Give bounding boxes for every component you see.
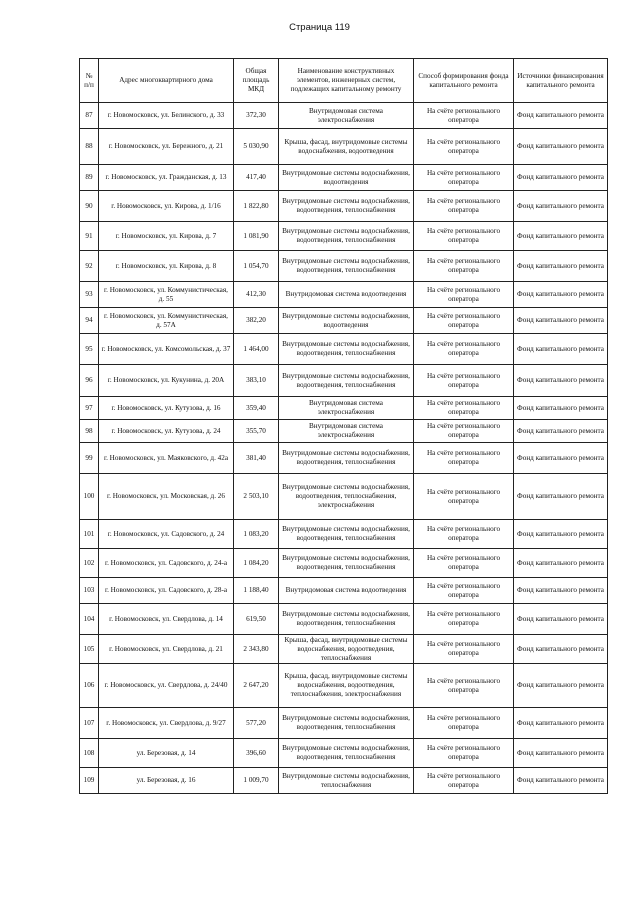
table-row [80, 251, 608, 282]
table-row [80, 397, 608, 420]
row-address: г. Новомосковск, ул. Кирова, д. 1/16 [99, 191, 234, 222]
row-area: 355,70 [234, 420, 279, 443]
row-works: Внутридомовые системы водоснабжения, водоотведения, теплоснабжения [279, 604, 414, 635]
row-number: 89 [80, 165, 99, 191]
row-funding-source: Фонд капитального ремонта [514, 520, 608, 549]
row-funding-source: Фонд капитального ремонта [514, 768, 608, 794]
row-address: г. Новомосковск, ул. Комсомольская, д. 37 [99, 334, 234, 365]
row-works: Внутридомовая система электроснабжения [279, 397, 414, 420]
row-works: Внутридомовые системы водоснабжения, теплоснабжения [279, 768, 414, 794]
column-header-address: Адрес многоквартирного дома [99, 59, 234, 103]
row-funding-source: Фонд капитального ремонта [514, 635, 608, 664]
row-area: 1 464,00 [234, 334, 279, 365]
row-number: 90 [80, 191, 99, 222]
column-header-area: Общая площадь МКД [234, 59, 279, 103]
row-funding-source: Фонд капитального ремонта [514, 129, 608, 165]
row-funding-method: На счёте регионального оператора [414, 604, 514, 635]
row-address: г. Новомосковск, ул. Свердлова, д. 24/40 [99, 664, 234, 708]
column-header-number: № п/п [80, 59, 99, 103]
row-number: 95 [80, 334, 99, 365]
row-funding-source: Фонд капитального ремонта [514, 191, 608, 222]
row-area: 359,40 [234, 397, 279, 420]
row-address: г. Новомосковск, ул. Кутузова, д. 16 [99, 397, 234, 420]
row-number: 107 [80, 708, 99, 739]
row-funding-source: Фонд капитального ремонта [514, 420, 608, 443]
row-area: 5 030,90 [234, 129, 279, 165]
table-header-row [80, 59, 608, 103]
row-area: 417,40 [234, 165, 279, 191]
row-works: Внутридомовые системы водоснабжения, водоотведения [279, 308, 414, 334]
row-funding-method: На счёте регионального оператора [414, 708, 514, 739]
table-row [80, 474, 608, 520]
row-works: Внутридомовые системы водоснабжения, водоотведения, теплоснабжения [279, 443, 414, 474]
row-works: Внутридомовые системы водоснабжения, водоотведения [279, 165, 414, 191]
table-row [80, 365, 608, 397]
table-row [80, 420, 608, 443]
row-number: 93 [80, 282, 99, 308]
row-address: г. Новомосковск, ул. Кирова, д. 8 [99, 251, 234, 282]
row-address: г. Новомосковск, ул. Маяковского, д. 42а [99, 443, 234, 474]
row-works: Внутридомовые системы водоснабжения, водоотведения, теплоснабжения [279, 549, 414, 578]
row-funding-source: Фонд капитального ремонта [514, 165, 608, 191]
row-funding-method: На счёте регионального оператора [414, 635, 514, 664]
row-funding-source: Фонд капитального ремонта [514, 708, 608, 739]
row-funding-source: Фонд капитального ремонта [514, 474, 608, 520]
row-address: г. Новомосковск, ул. Белинского, д. 33 [99, 103, 234, 129]
table-row [80, 708, 608, 739]
row-address: г. Новомосковск, ул. Свердлова, д. 9/27 [99, 708, 234, 739]
table-row [80, 308, 608, 334]
row-funding-source: Фонд капитального ремонта [514, 397, 608, 420]
row-area: 619,50 [234, 604, 279, 635]
row-works: Внутридомовые системы водоснабжения, водоотведения, теплоснабжения [279, 251, 414, 282]
row-works: Внутридомовая система электроснабжения [279, 420, 414, 443]
table-row [80, 578, 608, 604]
row-funding-method: На счёте регионального оператора [414, 474, 514, 520]
table-row [80, 443, 608, 474]
row-area: 1 054,70 [234, 251, 279, 282]
row-funding-method: На счёте регионального оператора [414, 251, 514, 282]
row-address: г. Новомосковск, ул. Бережного, д. 21 [99, 129, 234, 165]
row-funding-method: На счёте регионального оператора [414, 739, 514, 768]
row-funding-method: На счёте регионального оператора [414, 191, 514, 222]
row-funding-method: На счёте регионального оператора [414, 165, 514, 191]
row-address: г. Новомосковск, ул. Свердлова, д. 14 [99, 604, 234, 635]
row-number: 103 [80, 578, 99, 604]
row-area: 2 343,80 [234, 635, 279, 664]
table-row [80, 520, 608, 549]
row-address: г. Новомосковск, ул. Московская, д. 26 [99, 474, 234, 520]
table-row [80, 768, 608, 794]
table-row [80, 129, 608, 165]
row-address: г. Новомосковск, ул. Коммунистическая, д. 55 [99, 282, 234, 308]
row-number: 92 [80, 251, 99, 282]
row-number: 99 [80, 443, 99, 474]
table-row [80, 549, 608, 578]
row-funding-method: На счёте регионального оператора [414, 365, 514, 397]
row-number: 109 [80, 768, 99, 794]
row-funding-source: Фонд капитального ремонта [514, 578, 608, 604]
row-works: Внутридомовые системы водоснабжения, водоотведения, теплоснабжения [279, 334, 414, 365]
row-address: ул. Березовая, д. 16 [99, 768, 234, 794]
row-funding-method: На счёте регионального оператора [414, 443, 514, 474]
row-address: г. Новомосковск, ул. Садовского, д. 28-а [99, 578, 234, 604]
row-works: Внутридомовые системы водоснабжения, водоотведения, теплоснабжения [279, 520, 414, 549]
repair-program-table [79, 58, 608, 794]
row-address: г. Новомосковск, ул. Гражданская, д. 13 [99, 165, 234, 191]
row-funding-method: На счёте регионального оператора [414, 129, 514, 165]
table-row [80, 635, 608, 664]
row-area: 577,20 [234, 708, 279, 739]
row-funding-source: Фонд капитального ремонта [514, 549, 608, 578]
row-funding-method: На счёте регионального оператора [414, 549, 514, 578]
row-funding-method: На счёте регионального оператора [414, 420, 514, 443]
row-number: 104 [80, 604, 99, 635]
column-header-method: Способ формирования фонда капитального ремонта [414, 59, 514, 103]
row-number: 88 [80, 129, 99, 165]
row-number: 106 [80, 664, 99, 708]
table-row [80, 664, 608, 708]
row-funding-source: Фонд капитального ремонта [514, 308, 608, 334]
table-row [80, 739, 608, 768]
row-funding-source: Фонд капитального ремонта [514, 334, 608, 365]
row-number: 97 [80, 397, 99, 420]
row-works: Крыша, фасад, внутридомовые системы водоснабжения, водоотведения, теплоснабжения [279, 635, 414, 664]
row-funding-source: Фонд капитального ремонта [514, 739, 608, 768]
table-row [80, 222, 608, 251]
row-address: г. Новомосковск, ул. Садовского, д. 24 [99, 520, 234, 549]
page-header: Страница 119 [289, 22, 350, 33]
row-number: 108 [80, 739, 99, 768]
row-funding-method: На счёте регионального оператора [414, 222, 514, 251]
row-area: 396,60 [234, 739, 279, 768]
row-number: 91 [80, 222, 99, 251]
row-works: Внутридомовые системы водоснабжения, водоотведения, теплоснабжения [279, 708, 414, 739]
row-area: 1 083,20 [234, 520, 279, 549]
row-works: Внутридомовая система водоотведения [279, 578, 414, 604]
row-funding-method: На счёте регионального оператора [414, 282, 514, 308]
row-number: 98 [80, 420, 99, 443]
row-number: 94 [80, 308, 99, 334]
row-area: 2 503,10 [234, 474, 279, 520]
row-number: 105 [80, 635, 99, 664]
row-funding-method: На счёте регионального оператора [414, 768, 514, 794]
row-area: 2 647,20 [234, 664, 279, 708]
row-funding-method: На счёте регионального оператора [414, 578, 514, 604]
row-area: 381,40 [234, 443, 279, 474]
table-row [80, 191, 608, 222]
column-header-source: Источники финансирования капитального ремонта [514, 59, 608, 103]
row-works: Внутридомовые системы водоснабжения, водоотведения, теплоснабжения [279, 191, 414, 222]
row-address: г. Новомосковск, ул. Кукунина, д. 20А [99, 365, 234, 397]
row-works: Внутридомовые системы водоснабжения, водоотведения, теплоснабжения, электроснабжения [279, 474, 414, 520]
row-works: Крыша, фасад, внутридомовые системы водоснабжения, водоотведения, теплоснабжения, электроснабжения [279, 664, 414, 708]
row-works: Крыша, фасад, внутридомовые системы водоснабжения, водоотведения [279, 129, 414, 165]
row-area: 1 822,80 [234, 191, 279, 222]
row-works: Внутридомовые системы водоснабжения, водоотведения, теплоснабжения [279, 365, 414, 397]
row-funding-source: Фонд капитального ремонта [514, 604, 608, 635]
row-funding-source: Фонд капитального ремонта [514, 664, 608, 708]
row-address: г. Новомосковск, ул. Садовского, д. 24-а [99, 549, 234, 578]
row-address: г. Новомосковск, ул. Коммунистическая, д. 57А [99, 308, 234, 334]
row-funding-method: На счёте регионального оператора [414, 520, 514, 549]
row-address: г. Новомосковск, ул. Кирова, д. 7 [99, 222, 234, 251]
column-header-works: Наименование конструктивных элементов, инженерных систем, подлежащих капитальному ремонту [279, 59, 414, 103]
row-area: 372,30 [234, 103, 279, 129]
row-works: Внутридомовые системы водоснабжения, водоотведения, теплоснабжения [279, 222, 414, 251]
row-works: Внутридомовая система водоотведения [279, 282, 414, 308]
row-area: 382,20 [234, 308, 279, 334]
row-number: 100 [80, 474, 99, 520]
row-funding-source: Фонд капитального ремонта [514, 103, 608, 129]
row-address: г. Новомосковск, ул. Кутузова, д. 24 [99, 420, 234, 443]
row-number: 101 [80, 520, 99, 549]
row-funding-method: На счёте регионального оператора [414, 334, 514, 365]
row-area: 412,30 [234, 282, 279, 308]
table-row [80, 165, 608, 191]
row-funding-method: На счёте регионального оператора [414, 103, 514, 129]
row-number: 102 [80, 549, 99, 578]
row-area: 1 188,40 [234, 578, 279, 604]
row-funding-source: Фонд капитального ремонта [514, 222, 608, 251]
row-funding-source: Фонд капитального ремонта [514, 251, 608, 282]
row-funding-source: Фонд капитального ремонта [514, 443, 608, 474]
row-funding-method: На счёте регионального оператора [414, 664, 514, 708]
row-area: 1 084,20 [234, 549, 279, 578]
row-funding-source: Фонд капитального ремонта [514, 365, 608, 397]
row-area: 1 081,90 [234, 222, 279, 251]
row-works: Внутридомовая система электроснабжения [279, 103, 414, 129]
table-row [80, 103, 608, 129]
row-area: 1 009,70 [234, 768, 279, 794]
row-works: Внутридомовые системы водоснабжения, водоотведения, теплоснабжения [279, 739, 414, 768]
table-row [80, 334, 608, 365]
row-funding-source: Фонд капитального ремонта [514, 282, 608, 308]
row-funding-method: На счёте регионального оператора [414, 308, 514, 334]
table-row [80, 604, 608, 635]
row-address: ул. Березовая, д. 14 [99, 739, 234, 768]
row-address: г. Новомосковск, ул. Свердлова, д. 21 [99, 635, 234, 664]
row-area: 383,10 [234, 365, 279, 397]
row-number: 87 [80, 103, 99, 129]
table-row [80, 282, 608, 308]
row-number: 96 [80, 365, 99, 397]
row-funding-method: На счёте регионального оператора [414, 397, 514, 420]
